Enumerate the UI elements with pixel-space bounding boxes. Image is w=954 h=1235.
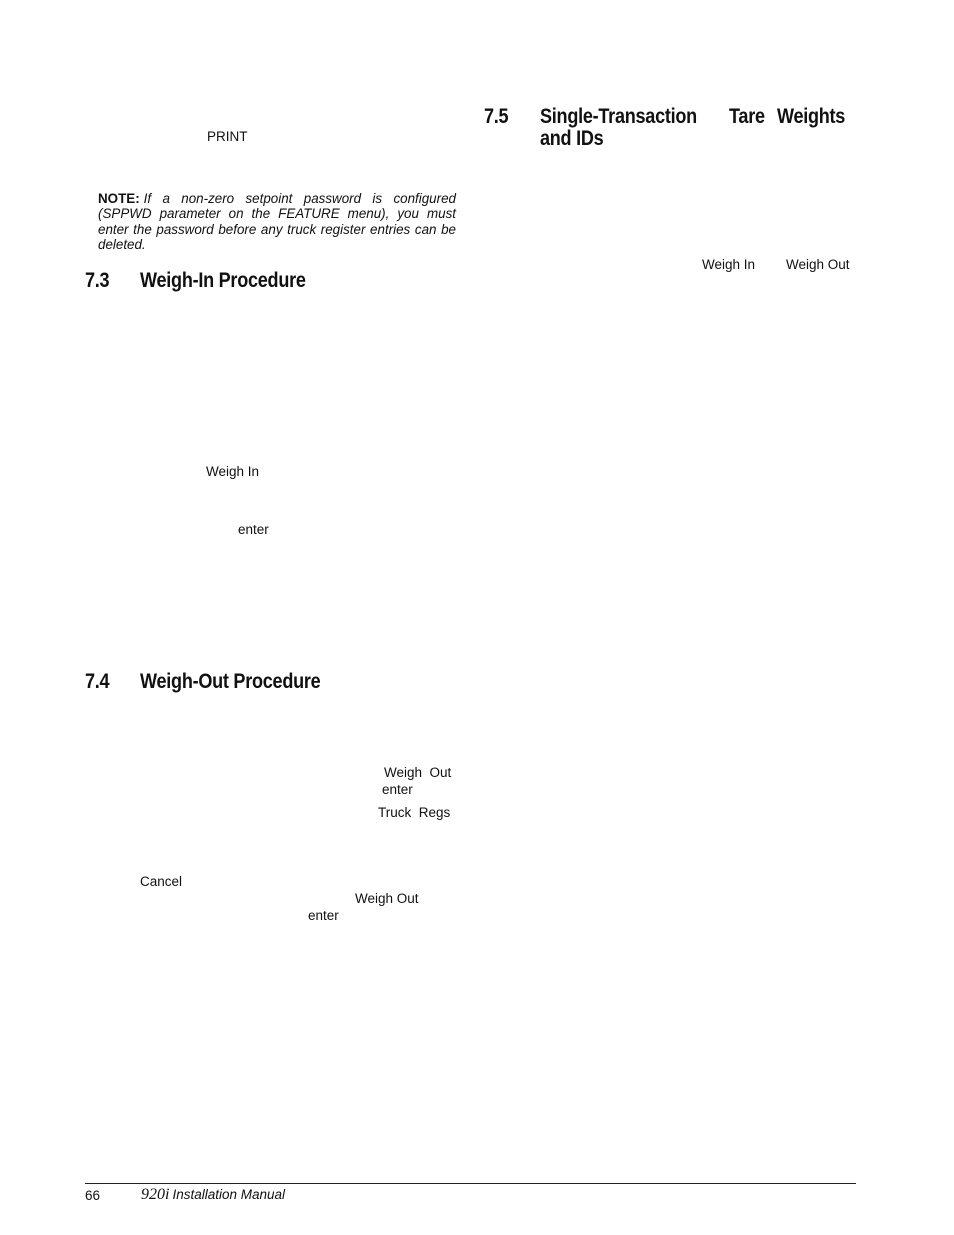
enter-key-label-3: enter [308, 908, 339, 923]
section-7-4-title: Weigh-Out Procedure [140, 670, 321, 693]
section-7-5-title-word-3: Weights [776, 105, 845, 128]
section-7-4-heading [85, 670, 320, 694]
note-paragraph [98, 191, 456, 253]
section-7-5-number: 7.5 [484, 105, 509, 128]
weigh-in-key-label: Weigh In [206, 464, 260, 479]
note-text: If a non-zero setpoint password is configured (SPPWD parameter on the FEATURE menu), you must enter the password before any truck register entries can be deleted. [98, 191, 456, 253]
section-7-5-title-word-2: Tare [728, 105, 765, 128]
cancel-key-label: Cancel [140, 874, 183, 889]
footer-rule [85, 1183, 856, 1184]
enter-key-label: enter [238, 522, 269, 537]
weigh-in-key-label-right: Weigh In [702, 257, 756, 272]
model-name: 920i [141, 1186, 170, 1203]
enter-key-label-2: enter [382, 782, 413, 797]
weigh-out-key-label-2: Weigh Out [355, 891, 419, 906]
truck-regs-key-label: Truck Regs [378, 805, 451, 820]
weigh-out-key-label-right: Weigh Out [786, 257, 850, 272]
section-7-3-number: 7.3 [85, 269, 110, 292]
section-7-5-title-word-1: Single-Transaction [540, 105, 697, 128]
weigh-out-key-label: Weigh Out [384, 765, 452, 780]
section-7-5-title-line2: and IDs [540, 127, 604, 150]
note-label: NOTE: [98, 191, 140, 206]
page-number: 66 [85, 1188, 101, 1203]
section-7-3-title: Weigh-In Procedure [140, 269, 306, 292]
section-7-5-title-line1 [540, 106, 856, 128]
manual-title-text: Installation Manual [172, 1187, 286, 1202]
manual-title [141, 1186, 285, 1204]
print-key-label: PRINT [207, 129, 248, 144]
section-7-3-heading [85, 269, 306, 293]
section-7-4-number: 7.4 [85, 670, 110, 693]
